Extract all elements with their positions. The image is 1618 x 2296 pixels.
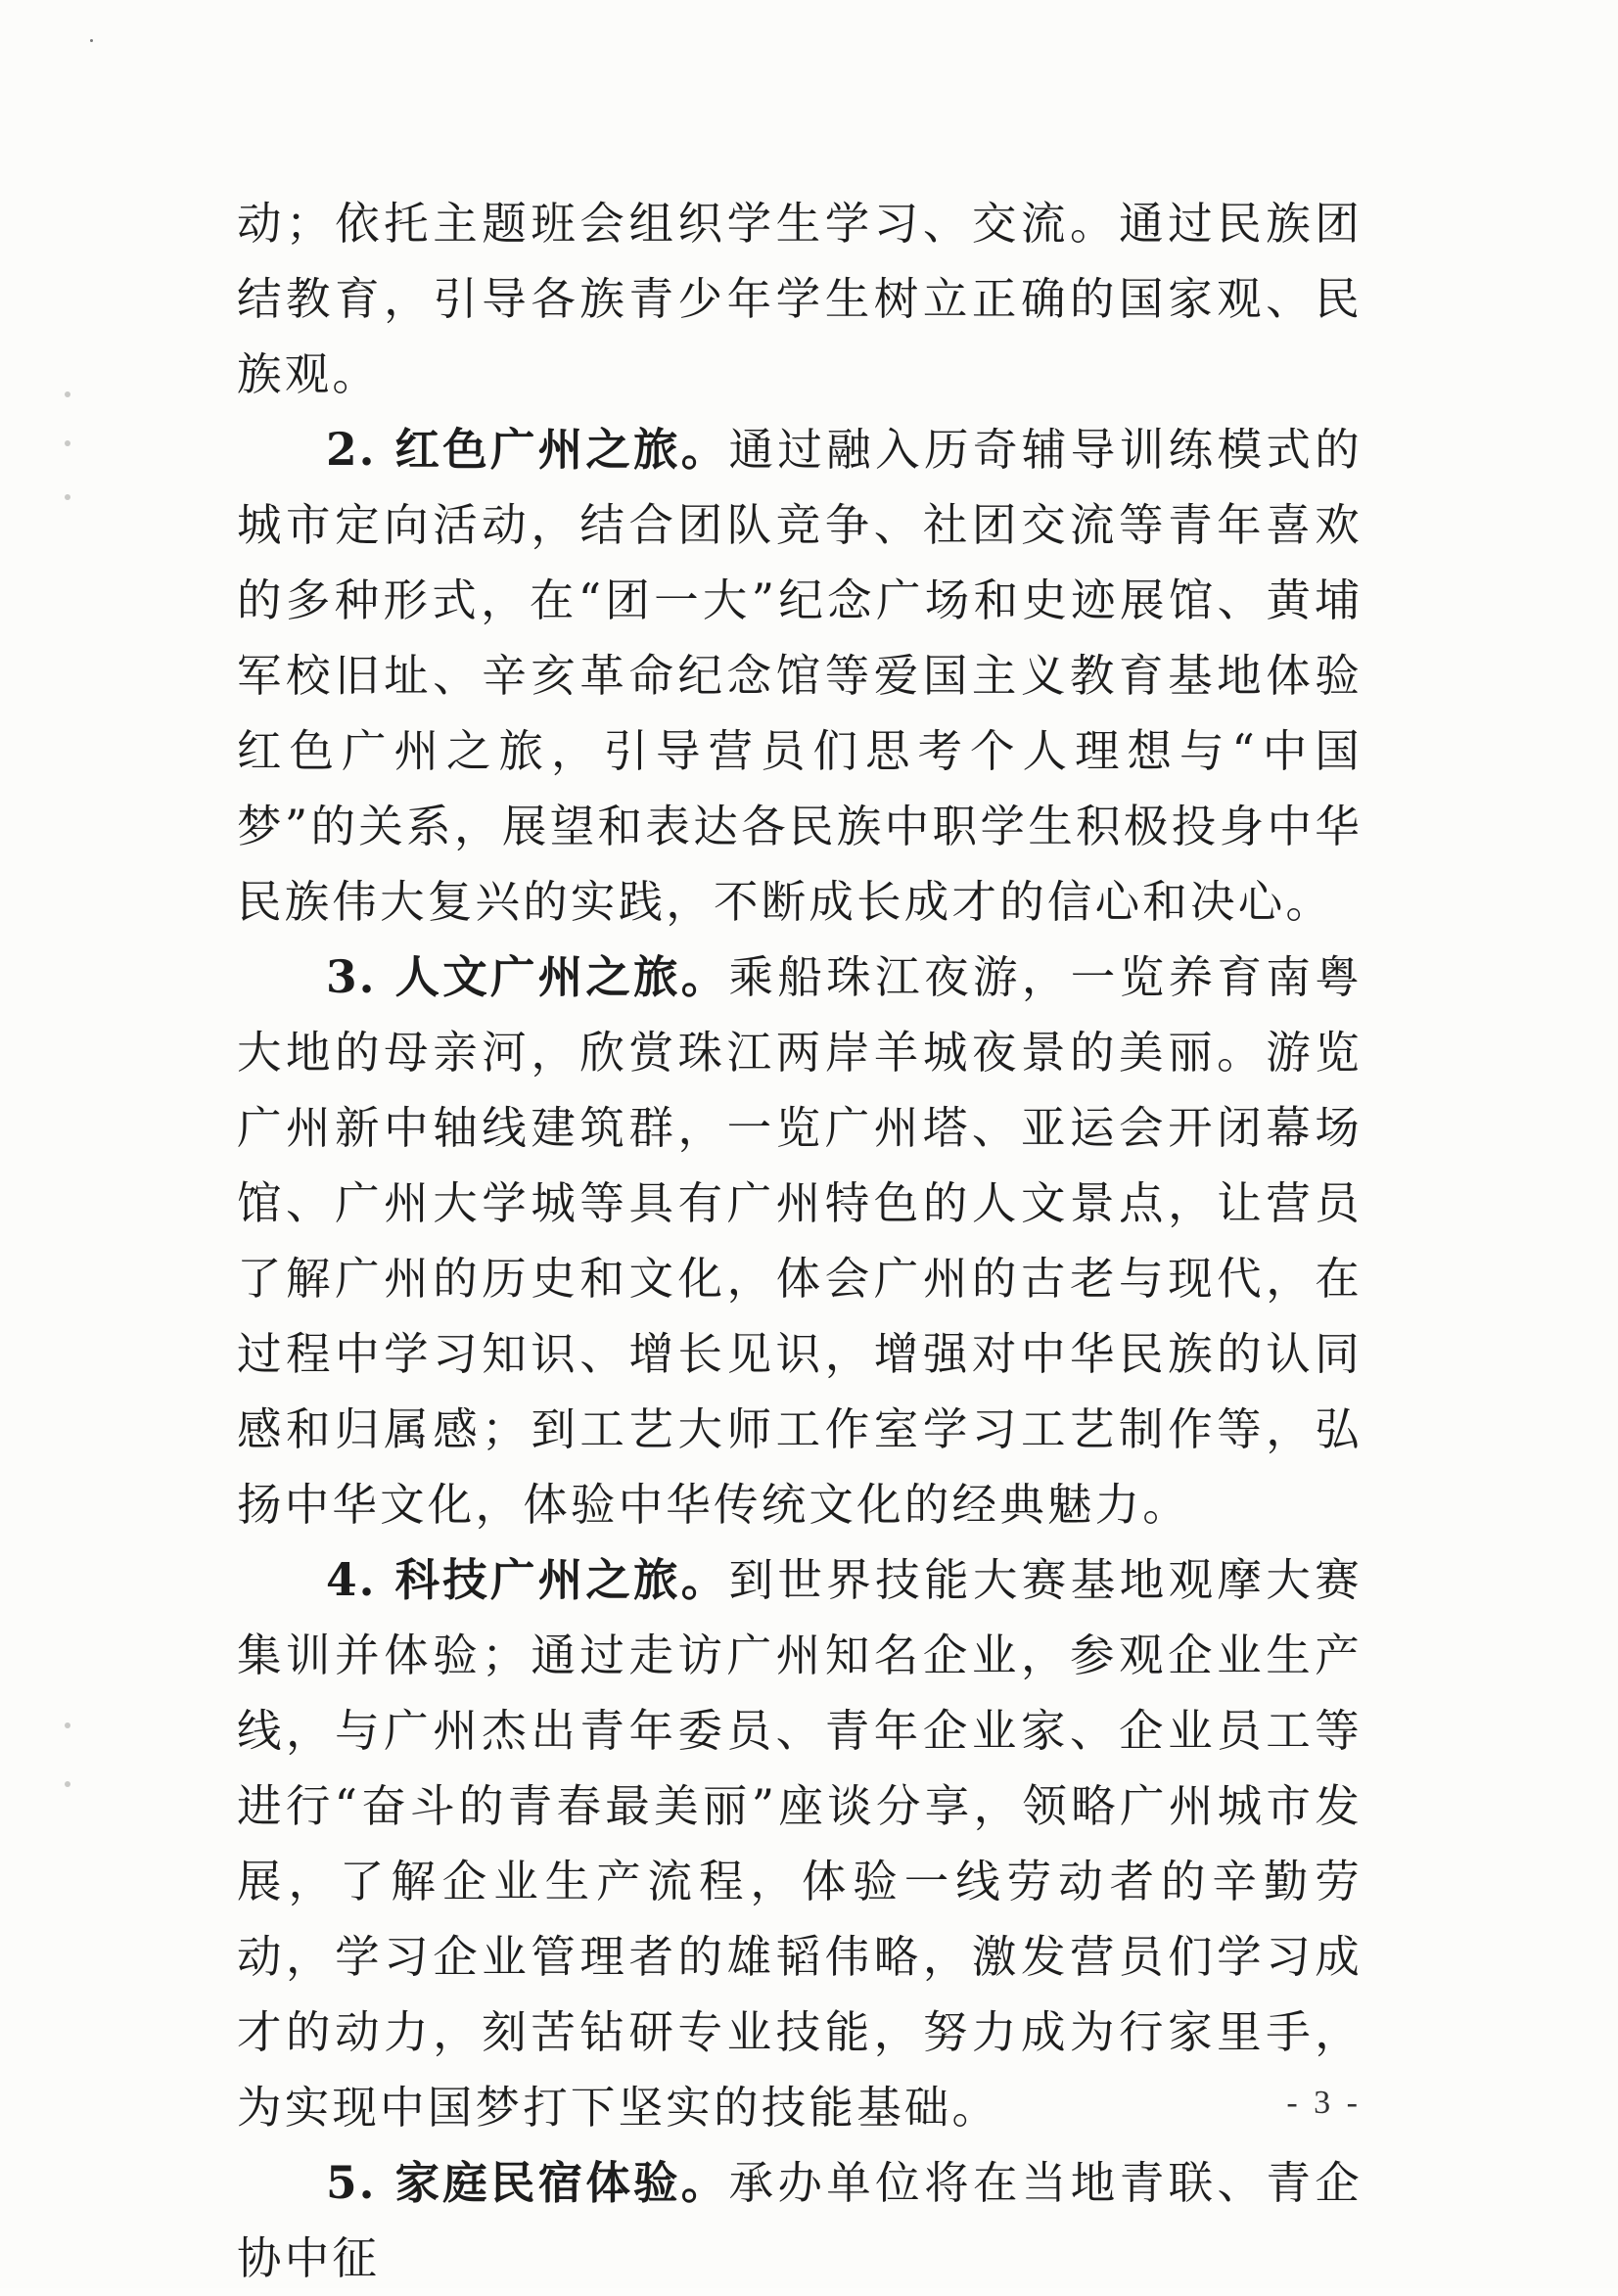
- paragraph-text: 动；依托主题班会组织学生学习、交流。通过民族团结教育，引导各族青少年学生树立正确的国家观、民族观。: [237, 198, 1363, 400]
- binding-hole-mark: [65, 1722, 70, 1728]
- binding-hole-mark: [65, 494, 70, 500]
- section-heading: 3. 人文广州之旅。: [326, 950, 729, 1003]
- paragraph-text: 承办单位将在当地青联、青企协中征: [237, 2157, 1363, 2284]
- paragraph-text: 通过融入历奇辅导训练模式的城市定向活动，结合团队竞争、社团交流等青年喜欢的多种形式，在“团一大”纪念广场和史迹展馆、黄埔军校旧址、辛亥革命纪念馆等爱国主义教育基地体验红色广州之旅，引导营员们思考个人理想与“中国梦”的关系，展望和表达各民族中职学生积极投身中华民族伟大复兴的实践，不断成长成才的信心和决心。: [237, 424, 1363, 928]
- paragraph-homestay-experience: [237, 2145, 1363, 2296]
- binding-hole-mark: [65, 391, 70, 397]
- section-heading: 2. 红色广州之旅。: [326, 423, 729, 476]
- paragraph-technology-guangzhou-tour: [237, 1542, 1363, 2145]
- paragraph-text: 到世界技能大赛基地观摩大赛集训并体验；通过走访广州知名企业，参观企业生产线，与广州杰出青年委员、青年企业家、企业员工等进行“奋斗的青春最美丽”座谈分享，领略广州城市发展，了解企业生产流程，体验一线劳动者的辛勤劳动，学习企业管理者的雄韬伟略，激发营员们学习成才的动力，刻苦钻研专业技能，努力成为行家里手，为实现中国梦打下坚实的技能基础。: [237, 1554, 1363, 2134]
- paragraph-text: 乘船珠江夜游，一览养育南粤大地的母亲河，欣赏珠江两岸羊城夜景的美丽。游览广州新中轴线建筑群，一览广州塔、亚运会开闭幕场馆、广州大学城等具有广州特色的人文景点，让营员了解广州的历史和文化，体会广州的古老与现代，在过程中学习知识、增长见识，增强对中华民族的认同感和归属感；到工艺大师工作室学习工艺制作等，弘扬中华文化，体验中华传统文化的经典魅力。: [237, 951, 1363, 1531]
- page-number: - 3 -: [1286, 2085, 1362, 2121]
- binding-hole-mark: [65, 440, 70, 446]
- paragraph-red-guangzhou-tour: [237, 412, 1363, 940]
- scan-speck: [90, 39, 93, 42]
- binding-hole-mark: [65, 1781, 70, 1787]
- section-heading: 5. 家庭民宿体验。: [326, 2156, 729, 2209]
- paragraph-continuation: [237, 186, 1363, 412]
- body-text: [237, 186, 1363, 2296]
- paragraph-humanities-guangzhou-tour: [237, 940, 1363, 1542]
- section-heading: 4. 科技广州之旅。: [326, 1553, 729, 1606]
